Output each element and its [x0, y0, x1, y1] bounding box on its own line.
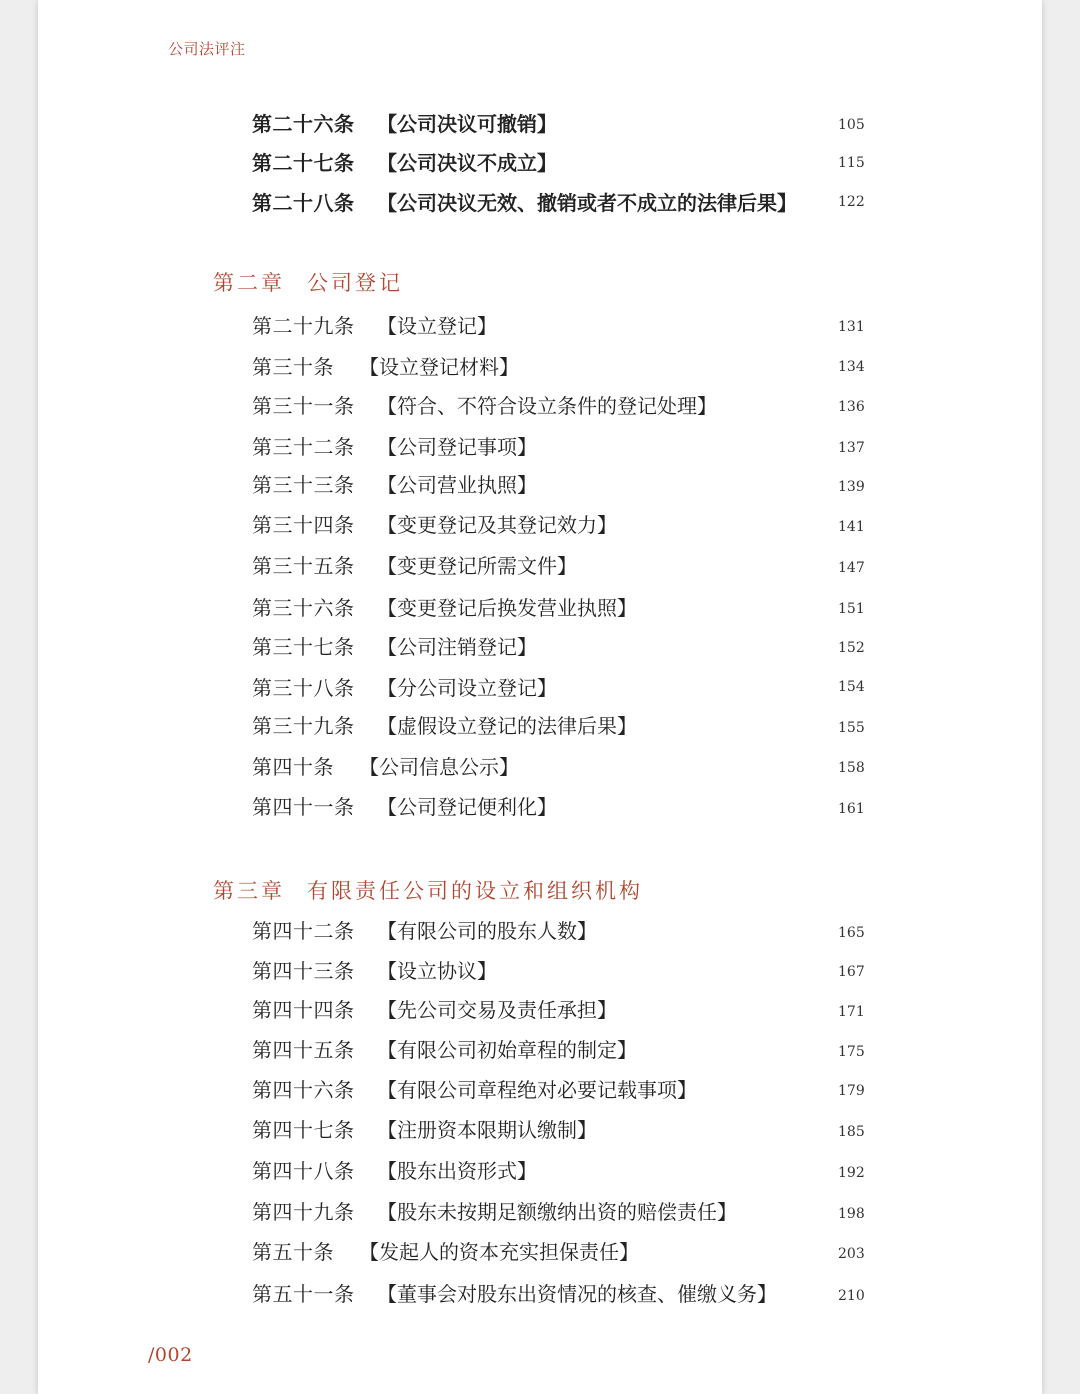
- article-number: 第三十三条: [252, 473, 355, 497]
- page-number: 147: [838, 560, 865, 576]
- article-number: 第三十五条: [252, 554, 355, 578]
- page-number: 203: [838, 1246, 865, 1262]
- toc-entry[interactable]: [252, 469, 537, 501]
- article-title: 【公司决议可撤销】: [377, 112, 557, 136]
- toc-entry[interactable]: [252, 431, 537, 463]
- article-title: 【设立登记】: [377, 314, 497, 338]
- article-title: 【公司信息公示】: [359, 755, 519, 779]
- page-number: 139: [838, 479, 865, 495]
- toc-entry[interactable]: [252, 994, 617, 1026]
- toc-entry[interactable]: [252, 1236, 639, 1268]
- page-number: 151: [838, 601, 865, 617]
- article-title: 【公司登记事项】: [377, 435, 537, 459]
- article-number: 第二十九条: [252, 314, 355, 338]
- page-number: 198: [838, 1206, 865, 1222]
- article-number: 第三十六条: [252, 596, 355, 620]
- article-title: 【有限公司的股东人数】: [377, 919, 597, 943]
- toc-entry[interactable]: [252, 672, 557, 704]
- article-title: 【分公司设立登记】: [377, 676, 557, 700]
- article-number: 第三十二条: [252, 435, 355, 459]
- article-number: 第四十七条: [252, 1118, 355, 1142]
- article-title: 【董事会对股东出资情况的核查、催缴义务】: [377, 1282, 777, 1306]
- toc-entry[interactable]: [252, 1034, 637, 1066]
- toc-entry[interactable]: [252, 592, 637, 624]
- chapter-title: 有限责任公司的设立和组织机构: [307, 879, 643, 903]
- article-number: 第三十八条: [252, 676, 355, 700]
- chapter-heading[interactable]: [213, 875, 643, 907]
- page-folio: /002: [148, 1344, 193, 1366]
- page-number: 155: [838, 720, 865, 736]
- page-number: 131: [838, 319, 865, 335]
- article-title: 【股东出资形式】: [377, 1159, 537, 1183]
- page-number: 161: [838, 801, 865, 817]
- article-number: 第二十八条: [252, 191, 355, 215]
- page-number: 141: [838, 519, 865, 535]
- toc-entry[interactable]: [252, 351, 519, 383]
- page-number: 134: [838, 359, 865, 375]
- article-title: 【公司决议不成立】: [377, 151, 557, 175]
- article-number: 第四十九条: [252, 1200, 355, 1224]
- article-title: 【变更登记及其登记效力】: [377, 513, 617, 537]
- page-number: 171: [838, 1004, 865, 1020]
- chapter-heading[interactable]: [213, 267, 403, 299]
- page-number: 175: [838, 1044, 865, 1060]
- page-number: 210: [838, 1288, 865, 1304]
- toc-entry[interactable]: [252, 187, 797, 219]
- toc-entry[interactable]: [252, 509, 617, 541]
- page-number: 154: [838, 679, 865, 695]
- toc-page: [38, 0, 1042, 1394]
- page-number: 152: [838, 640, 865, 656]
- article-number: 第四十条: [252, 755, 334, 779]
- toc-entry[interactable]: [252, 1155, 537, 1187]
- article-number: 第三十一条: [252, 394, 355, 418]
- article-number: 第四十四条: [252, 998, 355, 1022]
- toc-entry[interactable]: [252, 1074, 697, 1106]
- page-number: 115: [838, 155, 865, 171]
- page-number: 167: [838, 964, 865, 980]
- page-number: 105: [838, 117, 865, 133]
- toc-entry[interactable]: [252, 710, 637, 742]
- toc-entry[interactable]: [252, 1278, 777, 1310]
- article-title: 【注册资本限期认缴制】: [377, 1118, 597, 1142]
- toc-entry[interactable]: [252, 147, 557, 179]
- toc-entry[interactable]: [252, 550, 577, 582]
- page-number: 137: [838, 440, 865, 456]
- article-title: 【股东未按期足额缴纳出资的赔偿责任】: [377, 1200, 737, 1224]
- article-title: 【先公司交易及责任承担】: [377, 998, 617, 1022]
- article-title: 【虚假设立登记的法律后果】: [377, 714, 637, 738]
- article-number: 第三十七条: [252, 635, 355, 659]
- article-title: 【变更登记所需文件】: [377, 554, 577, 578]
- page-number: 185: [838, 1124, 865, 1140]
- running-head: 公司法评注: [168, 40, 246, 58]
- article-number: 第二十七条: [252, 151, 355, 175]
- article-number: 第四十六条: [252, 1078, 355, 1102]
- article-number: 第四十二条: [252, 919, 355, 943]
- article-title: 【符合、不符合设立条件的登记处理】: [377, 394, 717, 418]
- article-title: 【有限公司初始章程的制定】: [377, 1038, 637, 1062]
- toc-entry[interactable]: [252, 390, 717, 422]
- toc-entry[interactable]: [252, 915, 597, 947]
- article-title: 【公司营业执照】: [377, 473, 537, 497]
- toc-entry[interactable]: [252, 791, 557, 823]
- page-number: 158: [838, 760, 865, 776]
- article-number: 第四十八条: [252, 1159, 355, 1183]
- article-title: 【公司决议无效、撤销或者不成立的法律后果】: [377, 191, 797, 215]
- toc-entry[interactable]: [252, 955, 497, 987]
- article-title: 【设立协议】: [377, 959, 497, 983]
- chapter-title: 公司登记: [307, 271, 403, 295]
- article-title: 【公司登记便利化】: [377, 795, 557, 819]
- article-title: 【公司注销登记】: [377, 635, 537, 659]
- toc-entry[interactable]: [252, 751, 519, 783]
- page-number: 136: [838, 399, 865, 415]
- toc-entry[interactable]: [252, 631, 537, 663]
- chapter-label: 第三章: [213, 879, 285, 903]
- toc-entry[interactable]: [252, 310, 497, 342]
- page-number: 122: [838, 194, 865, 210]
- page-number: 192: [838, 1165, 865, 1181]
- article-number: 第三十四条: [252, 513, 355, 537]
- article-number: 第五十一条: [252, 1282, 355, 1306]
- article-number: 第二十六条: [252, 112, 355, 136]
- article-number: 第四十五条: [252, 1038, 355, 1062]
- article-title: 【有限公司章程绝对必要记载事项】: [377, 1078, 697, 1102]
- toc-entry[interactable]: [252, 1196, 737, 1228]
- article-title: 【变更登记后换发营业执照】: [377, 596, 637, 620]
- toc-entry[interactable]: [252, 108, 557, 140]
- article-number: 第四十一条: [252, 795, 355, 819]
- chapter-label: 第二章: [213, 271, 285, 295]
- toc-entry[interactable]: [252, 1114, 597, 1146]
- page-number: 165: [838, 925, 865, 941]
- article-number: 第三十九条: [252, 714, 355, 738]
- article-title: 【发起人的资本充实担保责任】: [359, 1240, 639, 1264]
- article-number: 第五十条: [252, 1240, 334, 1264]
- article-title: 【设立登记材料】: [359, 355, 519, 379]
- article-number: 第三十条: [252, 355, 334, 379]
- page-number: 179: [838, 1083, 865, 1099]
- article-number: 第四十三条: [252, 959, 355, 983]
